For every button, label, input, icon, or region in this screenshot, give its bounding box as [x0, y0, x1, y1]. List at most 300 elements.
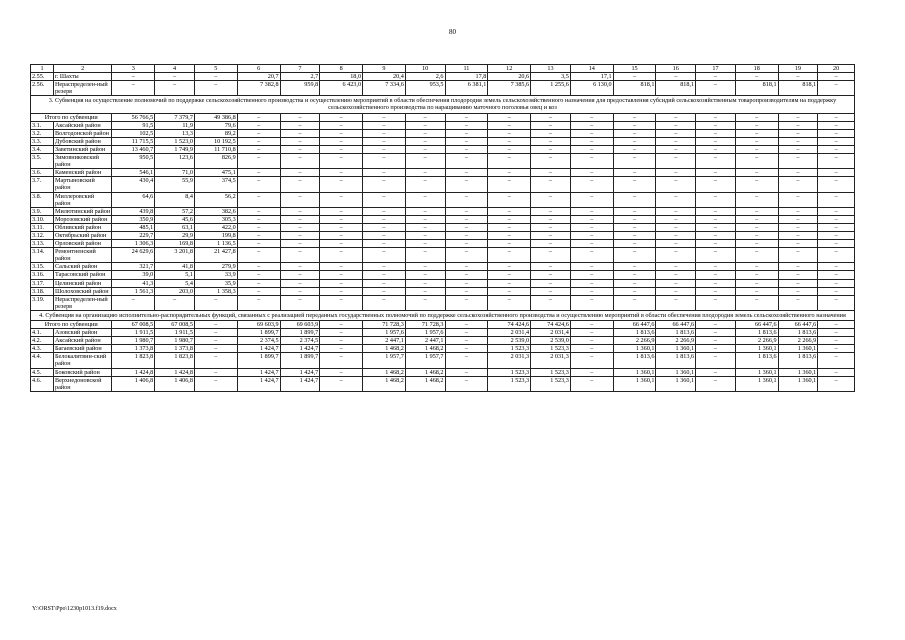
- value-cell: –: [237, 129, 280, 137]
- value-cell: –: [818, 207, 855, 215]
- value-cell: 2 266,9: [656, 337, 696, 345]
- value-cell: –: [656, 154, 696, 169]
- value-cell: –: [194, 329, 237, 337]
- value-cell: 7 385,6: [488, 81, 531, 96]
- value-cell: –: [363, 137, 406, 145]
- value-cell: –: [194, 81, 237, 96]
- value-cell: –: [445, 137, 488, 145]
- district-name: Шолоховский район: [53, 287, 111, 295]
- value-cell: –: [320, 207, 363, 215]
- value-cell: –: [570, 263, 613, 271]
- value-cell: –: [613, 271, 656, 279]
- value-cell: –: [405, 240, 445, 248]
- value-cell: –: [696, 248, 736, 263]
- value-cell: –: [656, 287, 696, 295]
- total-cell: 71 728,3: [405, 321, 445, 329]
- value-cell: 1 136,5: [194, 240, 237, 248]
- district-name: Целинский район: [53, 279, 111, 287]
- subvention-table: [30, 64, 855, 392]
- value-cell: 1 523,3: [488, 345, 531, 353]
- value-cell: –: [531, 279, 571, 287]
- value-cell: 29,9: [155, 231, 195, 239]
- value-cell: –: [280, 121, 320, 129]
- value-cell: 1 360,1: [613, 368, 656, 376]
- value-cell: 485,1: [112, 223, 155, 231]
- row-number: 3.18.: [31, 287, 54, 295]
- row-number: 2.56.: [31, 81, 54, 96]
- value-cell: –: [194, 345, 237, 353]
- value-cell: –: [735, 215, 778, 223]
- value-cell: 439,8: [112, 207, 155, 215]
- value-cell: –: [735, 295, 778, 310]
- value-cell: 1 373,8: [155, 345, 195, 353]
- value-cell: 1 523,3: [488, 368, 531, 376]
- value-cell: 20,4: [363, 73, 406, 81]
- value-cell: –: [570, 154, 613, 169]
- value-cell: 39,0: [112, 271, 155, 279]
- value-cell: –: [613, 177, 656, 192]
- value-cell: –: [778, 169, 818, 177]
- value-cell: –: [488, 207, 531, 215]
- value-cell: –: [570, 287, 613, 295]
- value-cell: 57,2: [155, 207, 195, 215]
- value-cell: 24 629,6: [112, 248, 155, 263]
- table-row: [31, 215, 855, 223]
- value-cell: –: [405, 295, 445, 310]
- value-cell: 203,0: [155, 287, 195, 295]
- value-cell: 5,4: [155, 279, 195, 287]
- value-cell: –: [696, 329, 736, 337]
- value-cell: 2 374,5: [280, 337, 320, 345]
- value-cell: –: [696, 353, 736, 368]
- value-cell: –: [363, 207, 406, 215]
- value-cell: –: [531, 177, 571, 192]
- value-cell: –: [280, 177, 320, 192]
- value-cell: –: [445, 329, 488, 337]
- value-cell: 430,4: [112, 177, 155, 192]
- value-cell: –: [696, 240, 736, 248]
- value-cell: –: [570, 207, 613, 215]
- value-cell: 20,7: [237, 73, 280, 81]
- value-cell: –: [613, 192, 656, 207]
- value-cell: –: [778, 271, 818, 279]
- value-cell: –: [237, 248, 280, 263]
- value-cell: –: [778, 263, 818, 271]
- value-cell: –: [488, 287, 531, 295]
- value-cell: 1 813,6: [656, 353, 696, 368]
- total-cell: 69 603,9: [237, 321, 280, 329]
- value-cell: 1 360,1: [656, 368, 696, 376]
- value-cell: –: [320, 287, 363, 295]
- value-cell: –: [778, 137, 818, 145]
- value-cell: –: [613, 231, 656, 239]
- table-row: [31, 287, 855, 295]
- district-name: Морозовский район: [53, 215, 111, 223]
- row-number: 3.13.: [31, 240, 54, 248]
- total-cell: –: [320, 113, 363, 121]
- value-cell: –: [320, 137, 363, 145]
- page-number: 80: [449, 28, 456, 36]
- value-cell: 1 523,0: [155, 137, 195, 145]
- column-number: 20: [818, 65, 855, 73]
- value-cell: –: [531, 271, 571, 279]
- value-cell: –: [488, 145, 531, 153]
- district-name: Волгодонской район: [53, 129, 111, 137]
- row-number: 3.5.: [31, 154, 54, 169]
- value-cell: 2 266,9: [778, 337, 818, 345]
- value-cell: –: [488, 177, 531, 192]
- total-cell: 67 008,5: [112, 321, 155, 329]
- value-cell: 1 911,5: [155, 329, 195, 337]
- table-row: [31, 240, 855, 248]
- value-cell: 1 358,3: [194, 287, 237, 295]
- value-cell: 1 468,2: [405, 345, 445, 353]
- value-cell: –: [818, 295, 855, 310]
- value-cell: 2,6: [405, 73, 445, 81]
- value-cell: 1 813,6: [735, 329, 778, 337]
- value-cell: –: [818, 121, 855, 129]
- value-cell: –: [445, 169, 488, 177]
- value-cell: –: [696, 177, 736, 192]
- value-cell: –: [735, 279, 778, 287]
- value-cell: –: [531, 215, 571, 223]
- total-cell: –: [488, 113, 531, 121]
- value-cell: –: [735, 263, 778, 271]
- value-cell: –: [818, 240, 855, 248]
- value-cell: 1 899,7: [280, 353, 320, 368]
- value-cell: 1 406,8: [112, 376, 155, 391]
- row-number: 4.6.: [31, 376, 54, 391]
- value-cell: 1 749,9: [155, 145, 195, 153]
- value-cell: 950,5: [112, 154, 155, 169]
- value-cell: –: [656, 129, 696, 137]
- value-cell: –: [445, 145, 488, 153]
- value-cell: –: [405, 271, 445, 279]
- value-cell: –: [570, 279, 613, 287]
- value-cell: 45,6: [155, 215, 195, 223]
- value-cell: –: [778, 223, 818, 231]
- value-cell: 102,5: [112, 129, 155, 137]
- value-cell: –: [735, 287, 778, 295]
- value-cell: –: [778, 145, 818, 153]
- total-cell: –: [656, 113, 696, 121]
- value-cell: –: [656, 169, 696, 177]
- column-number: 19: [778, 65, 818, 73]
- value-cell: –: [320, 345, 363, 353]
- row-number: 3.3.: [31, 137, 54, 145]
- value-cell: –: [363, 279, 406, 287]
- value-cell: –: [405, 215, 445, 223]
- value-cell: –: [531, 231, 571, 239]
- value-cell: –: [445, 223, 488, 231]
- value-cell: –: [696, 73, 736, 81]
- value-cell: 6 381,1: [445, 81, 488, 96]
- section-heading: 4. Субвенция на организацию исполнительно-распорядительных функций, связанных с реализацией переданных государственных полномочий по поддержке сельскохозяйственного производства и осуществлению мероприятий в области обеспечения плодородия земель сельскохозяйственного назначения: [31, 310, 855, 320]
- value-cell: –: [778, 248, 818, 263]
- value-cell: –: [696, 81, 736, 96]
- value-cell: –: [735, 121, 778, 129]
- value-cell: –: [445, 192, 488, 207]
- value-cell: 1 424,8: [112, 368, 155, 376]
- value-cell: –: [488, 240, 531, 248]
- value-cell: 826,9: [194, 154, 237, 169]
- value-cell: 2 031,3: [531, 353, 571, 368]
- value-cell: –: [531, 287, 571, 295]
- value-cell: –: [531, 263, 571, 271]
- value-cell: –: [237, 215, 280, 223]
- value-cell: –: [363, 154, 406, 169]
- total-cell: 66 447,6: [613, 321, 656, 329]
- district-name: Зимовниковский район: [53, 154, 111, 169]
- row-number: 4.1.: [31, 329, 54, 337]
- value-cell: –: [194, 368, 237, 376]
- total-cell: 74 424,6: [531, 321, 571, 329]
- value-cell: –: [320, 154, 363, 169]
- row-number: 4.4.: [31, 353, 54, 368]
- value-cell: –: [735, 177, 778, 192]
- value-cell: 1 561,3: [112, 287, 155, 295]
- value-cell: –: [818, 223, 855, 231]
- value-cell: –: [818, 376, 855, 391]
- district-name: Дубовский район: [53, 137, 111, 145]
- value-cell: 1 424,7: [237, 345, 280, 353]
- value-cell: –: [445, 154, 488, 169]
- value-cell: –: [194, 376, 237, 391]
- value-cell: –: [656, 271, 696, 279]
- value-cell: 2 031,4: [531, 329, 571, 337]
- value-cell: –: [818, 248, 855, 263]
- value-cell: –: [488, 271, 531, 279]
- value-cell: –: [194, 73, 237, 81]
- value-cell: –: [570, 295, 613, 310]
- district-name: Сальский район: [53, 263, 111, 271]
- row-number: 3.16.: [31, 271, 54, 279]
- total-cell: 71 728,3: [363, 321, 406, 329]
- column-number: 2: [53, 65, 111, 73]
- total-cell: –: [445, 113, 488, 121]
- value-cell: 1 360,1: [656, 345, 696, 353]
- value-cell: –: [531, 154, 571, 169]
- row-number: 3.2.: [31, 129, 54, 137]
- value-cell: 41,8: [155, 263, 195, 271]
- value-cell: 1 813,6: [613, 329, 656, 337]
- value-cell: 1 373,8: [112, 345, 155, 353]
- total-cell: –: [818, 321, 855, 329]
- row-number: 3.12.: [31, 231, 54, 239]
- value-cell: 1 360,1: [778, 376, 818, 391]
- table-row: [31, 329, 855, 337]
- total-cell: –: [320, 321, 363, 329]
- value-cell: 818,1: [656, 81, 696, 96]
- value-cell: 2,7: [280, 73, 320, 81]
- value-cell: 10 192,5: [194, 137, 237, 145]
- value-cell: 2 539,0: [488, 337, 531, 345]
- value-cell: 63,1: [155, 223, 195, 231]
- value-cell: –: [570, 137, 613, 145]
- value-cell: –: [818, 353, 855, 368]
- district-name: Багаевский район: [53, 345, 111, 353]
- value-cell: –: [488, 279, 531, 287]
- value-cell: –: [363, 248, 406, 263]
- column-number: 17: [696, 65, 736, 73]
- value-cell: –: [570, 177, 613, 192]
- value-cell: –: [656, 231, 696, 239]
- value-cell: –: [280, 145, 320, 153]
- row-number: 3.15.: [31, 263, 54, 271]
- value-cell: –: [570, 368, 613, 376]
- district-name: Орловский район: [53, 240, 111, 248]
- value-cell: 91,5: [112, 121, 155, 129]
- value-cell: –: [531, 145, 571, 153]
- value-cell: –: [405, 154, 445, 169]
- district-name: Нераспределен-ный резерв: [53, 295, 111, 310]
- value-cell: –: [613, 240, 656, 248]
- value-cell: 1 468,2: [363, 376, 406, 391]
- district-name: Азовский район: [53, 329, 111, 337]
- value-cell: –: [735, 207, 778, 215]
- total-cell: –: [405, 113, 445, 121]
- value-cell: –: [445, 177, 488, 192]
- section-heading: 3. Субвенция на осуществление полномочий по поддержке сельскохозяйственного производства и осуществлению мероприятий в области обеспечения плодородия земель сельскохозяйственного назначения для предоставления субсидий сельскохозяйственным товаропроизводителям на поддержку сельскохозяйственного производства по наращиванию маточного поголовья овец и коз: [31, 96, 855, 113]
- value-cell: –: [488, 154, 531, 169]
- value-cell: –: [363, 223, 406, 231]
- value-cell: –: [445, 248, 488, 263]
- value-cell: –: [570, 329, 613, 337]
- value-cell: 1 957,6: [363, 329, 406, 337]
- table-row: [31, 337, 855, 345]
- value-cell: –: [363, 295, 406, 310]
- table-row: [31, 81, 855, 96]
- value-cell: –: [818, 177, 855, 192]
- value-cell: –: [818, 192, 855, 207]
- value-cell: –: [405, 231, 445, 239]
- value-cell: –: [818, 73, 855, 81]
- value-cell: 41,3: [112, 279, 155, 287]
- value-cell: –: [488, 192, 531, 207]
- value-cell: –: [778, 129, 818, 137]
- value-cell: –: [778, 121, 818, 129]
- value-cell: –: [818, 287, 855, 295]
- value-cell: –: [656, 73, 696, 81]
- value-cell: –: [488, 215, 531, 223]
- value-cell: –: [735, 223, 778, 231]
- value-cell: 350,9: [112, 215, 155, 223]
- value-cell: –: [280, 279, 320, 287]
- value-cell: –: [320, 215, 363, 223]
- value-cell: 382,6: [194, 207, 237, 215]
- value-cell: –: [320, 223, 363, 231]
- value-cell: –: [488, 231, 531, 239]
- value-cell: –: [696, 263, 736, 271]
- value-cell: –: [818, 169, 855, 177]
- value-cell: –: [818, 154, 855, 169]
- total-cell: 49 386,8: [194, 113, 237, 121]
- value-cell: 475,1: [194, 169, 237, 177]
- value-cell: –: [237, 287, 280, 295]
- total-cell: –: [735, 113, 778, 121]
- table-row: [31, 145, 855, 153]
- value-cell: 959,8: [280, 81, 320, 96]
- value-cell: –: [778, 207, 818, 215]
- total-label: Итого по субвенции: [31, 113, 112, 121]
- value-cell: –: [531, 207, 571, 215]
- value-cell: –: [320, 295, 363, 310]
- value-cell: –: [194, 353, 237, 368]
- value-cell: –: [818, 368, 855, 376]
- value-cell: 1 360,1: [656, 376, 696, 391]
- value-cell: –: [405, 207, 445, 215]
- value-cell: –: [280, 223, 320, 231]
- value-cell: –: [405, 121, 445, 129]
- value-cell: –: [280, 295, 320, 310]
- value-cell: –: [818, 271, 855, 279]
- column-number: 9: [363, 65, 406, 73]
- value-cell: 11 710,8: [194, 145, 237, 153]
- value-cell: –: [531, 137, 571, 145]
- column-number: 13: [531, 65, 571, 73]
- value-cell: –: [280, 207, 320, 215]
- value-cell: –: [488, 223, 531, 231]
- value-cell: –: [696, 169, 736, 177]
- value-cell: 8,4: [155, 192, 195, 207]
- section-heading-row: [31, 96, 855, 113]
- table-row: [31, 353, 855, 368]
- value-cell: 321,7: [112, 263, 155, 271]
- value-cell: –: [405, 169, 445, 177]
- value-cell: 2 447,1: [405, 337, 445, 345]
- table-row: [31, 137, 855, 145]
- value-cell: –: [405, 263, 445, 271]
- value-cell: 2 374,5: [237, 337, 280, 345]
- value-cell: 1 813,6: [778, 353, 818, 368]
- total-cell: –: [280, 113, 320, 121]
- district-name: г. Шахты: [53, 73, 111, 81]
- value-cell: –: [613, 295, 656, 310]
- value-cell: –: [696, 192, 736, 207]
- row-number: 3.11.: [31, 223, 54, 231]
- row-number: 4.3.: [31, 345, 54, 353]
- document-path: Y:\ORST\Ppo\1230p1013.f19.docx: [32, 606, 117, 612]
- value-cell: 1 468,2: [363, 368, 406, 376]
- value-cell: 1 957,6: [405, 329, 445, 337]
- value-cell: –: [445, 287, 488, 295]
- table-row: [31, 231, 855, 239]
- value-cell: –: [656, 223, 696, 231]
- total-cell: –: [194, 321, 237, 329]
- value-cell: 1 360,1: [735, 368, 778, 376]
- value-cell: 1 813,6: [656, 329, 696, 337]
- value-cell: –: [405, 129, 445, 137]
- value-cell: –: [194, 337, 237, 345]
- total-cell: –: [696, 321, 736, 329]
- value-cell: –: [656, 279, 696, 287]
- value-cell: –: [363, 271, 406, 279]
- value-cell: 18,0: [320, 73, 363, 81]
- row-number: 3.8.: [31, 192, 54, 207]
- value-cell: 1 360,1: [735, 376, 778, 391]
- table-row: [31, 192, 855, 207]
- value-cell: –: [155, 81, 195, 96]
- table-row: [31, 248, 855, 263]
- value-cell: –: [531, 223, 571, 231]
- district-name: Аксайский район: [53, 121, 111, 129]
- value-cell: –: [570, 248, 613, 263]
- row-number: 2.55.: [31, 73, 54, 81]
- value-cell: –: [363, 192, 406, 207]
- value-cell: –: [531, 192, 571, 207]
- row-number: 3.10.: [31, 215, 54, 223]
- value-cell: –: [488, 121, 531, 129]
